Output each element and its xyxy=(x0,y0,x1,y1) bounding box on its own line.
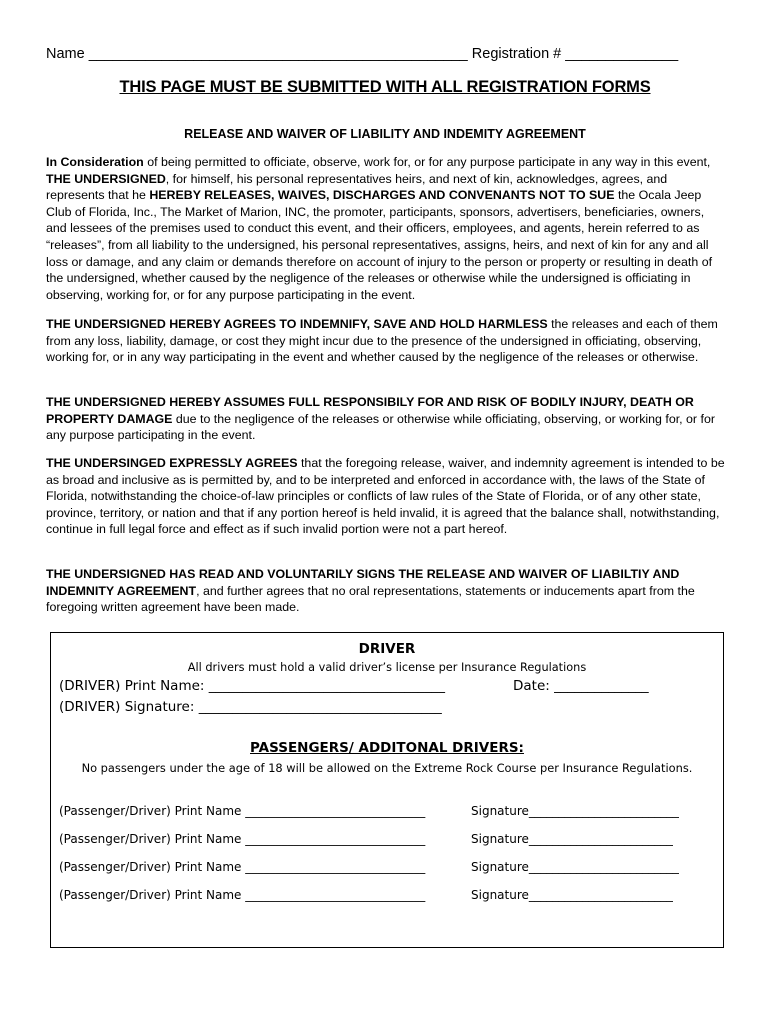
paragraph-text: of being permitted to officiate, observe, work for, or for any purpose participate in any way in this event, xyxy=(143,155,711,169)
registration-label: Registration # xyxy=(467,46,566,62)
passenger-age-note: No passengers under the age of 18 will be allowed on the Extreme Rock Course per Insurance Regulations. xyxy=(81,761,693,775)
name-label: Name xyxy=(46,46,89,62)
paragraph-text: , for himself, his personal representatives heirs, and next of kin, acknowledges, agrees, and represents that he xyxy=(46,171,668,203)
passengers-heading: PASSENGERS/ ADDITONAL DRIVERS: xyxy=(250,740,524,756)
passenger-print-name-field[interactable]: (Passenger/Driver) Print Name ______________________________ xyxy=(59,804,426,818)
bold-phrase: HEREBY RELEASES, WAIVES, DISCHARGES AND CONVENANTS NOT TO SUE xyxy=(149,188,615,203)
name-field[interactable]: _______________________________________________ xyxy=(88,46,468,62)
indemnify-paragraph xyxy=(46,316,726,366)
registration-field[interactable]: ______________ xyxy=(565,46,679,62)
passenger-signature-field[interactable]: Signature________________________ xyxy=(471,888,673,902)
driver-heading: DRIVER xyxy=(358,641,416,657)
passenger-print-name-field[interactable]: (Passenger/Driver) Print Name ______________________________ xyxy=(59,860,426,874)
bold-phrase: THE UNDERSIGNED xyxy=(46,171,166,186)
passenger-print-name-field[interactable]: (Passenger/Driver) Print Name ______________________________ xyxy=(59,832,426,846)
bold-phrase: THE UNDERSIGNED HEREBY AGREES TO INDEMNIFY, SAVE AND HOLD HARMLESS xyxy=(46,317,548,331)
paragraph-text: the releases and each of them from any loss, liability, damage, or cost they might incur due to the presence of the undersigned in officiating, observing, working for, or in any way participating in the event and whether caused by the negligence of the releases or otherwise. xyxy=(46,317,718,365)
paragraph-text: the Ocala Jeep Club of Florida, Inc., The Market of Marion, INC, the promoter, participants, sponsors, advertisers, beneficiaries, owners, and lessees of the premises used to conduct this event, and their officers, employees, and agents, herein referred to as “releases”, from all liability to the undersigned, his personal representatives, assigns, heirs, and next of kin for any and all loss or damage, and any claim or demands therefore on account of injury to the person or property or resulting in death of the undersigned, whether caused by the negligence of the releases or otherwise while the undersigned is officiating in observing, working for, or for any purpose participating in the event. xyxy=(46,188,713,302)
passenger-signature-field[interactable]: Signature________________________ xyxy=(471,832,673,846)
signature-box xyxy=(50,632,724,948)
expressly-agrees-paragraph xyxy=(46,455,726,538)
driver-signature-field[interactable]: (DRIVER) Signature: ____________________________________ xyxy=(59,699,442,715)
driver-date-field[interactable]: Date: ______________ xyxy=(513,678,649,694)
page-title: THIS PAGE MUST BE SUBMITTED WITH ALL REGISTRATION FORMS xyxy=(119,78,651,96)
voluntarily-signs-paragraph xyxy=(46,566,726,616)
bold-phrase: THE UNDERSINGED EXPRESSLY AGREES xyxy=(46,456,298,470)
passenger-print-name-field[interactable]: (Passenger/Driver) Print Name ______________________________ xyxy=(59,888,426,902)
bold-phrase: THE UNDERSIGNED HAS READ AND VOLUNTARILY SIGNS THE RELEASE AND WAIVER OF LIABILTIY AND INDEMNITY AGREEMENT xyxy=(46,567,680,598)
passenger-signature-field[interactable]: Signature_________________________ xyxy=(471,804,679,818)
driver-print-name-field[interactable]: (DRIVER) Print Name: ___________________________________ xyxy=(59,678,445,694)
consideration-paragraph xyxy=(46,154,726,303)
bold-phrase: In Consideration xyxy=(46,155,144,169)
bold-phrase: THE UNDERSIGNED HEREBY ASSUMES FULL RESPONSIBILY FOR AND RISK OF BODILY INJURY, DEATH OR PROPERTY DAMAGE xyxy=(46,395,694,426)
passenger-signature-field[interactable]: Signature_________________________ xyxy=(471,860,679,874)
driver-license-note: All drivers must hold a valid driver’s license per Insurance Regulations xyxy=(187,661,587,674)
paragraph-text: due to the negligence of the releases or otherwise while officiating, observing, or working for, or for any purpose participating in the event. xyxy=(46,411,715,443)
assumes-risk-paragraph xyxy=(46,394,726,444)
paragraph-text: that the foregoing release, waiver, and indemnity agreement is intended to be as broad and inclusive as is permitted by, and to be interpreted and enforced in accordance with, the laws of the State of Florida, notwithstanding the choice-of-law principles or conflicts of law rules of the State of Florida, or of any other state, province, territory, or nation and that if any portion hereof is held invalid, it is agreed that the balance shall, notwithstanding, continue in full legal force and effect as if such invalid portion were not a part hereof. xyxy=(46,456,725,537)
paragraph-text: , and further agrees that no oral representations, statements or inducements apart from the foregoing written agreement have been made. xyxy=(46,583,695,615)
name-registration-line xyxy=(46,46,726,62)
agreement-title: RELEASE AND WAIVER OF LIABILITY AND INDEMITY AGREEMENT xyxy=(184,127,586,141)
